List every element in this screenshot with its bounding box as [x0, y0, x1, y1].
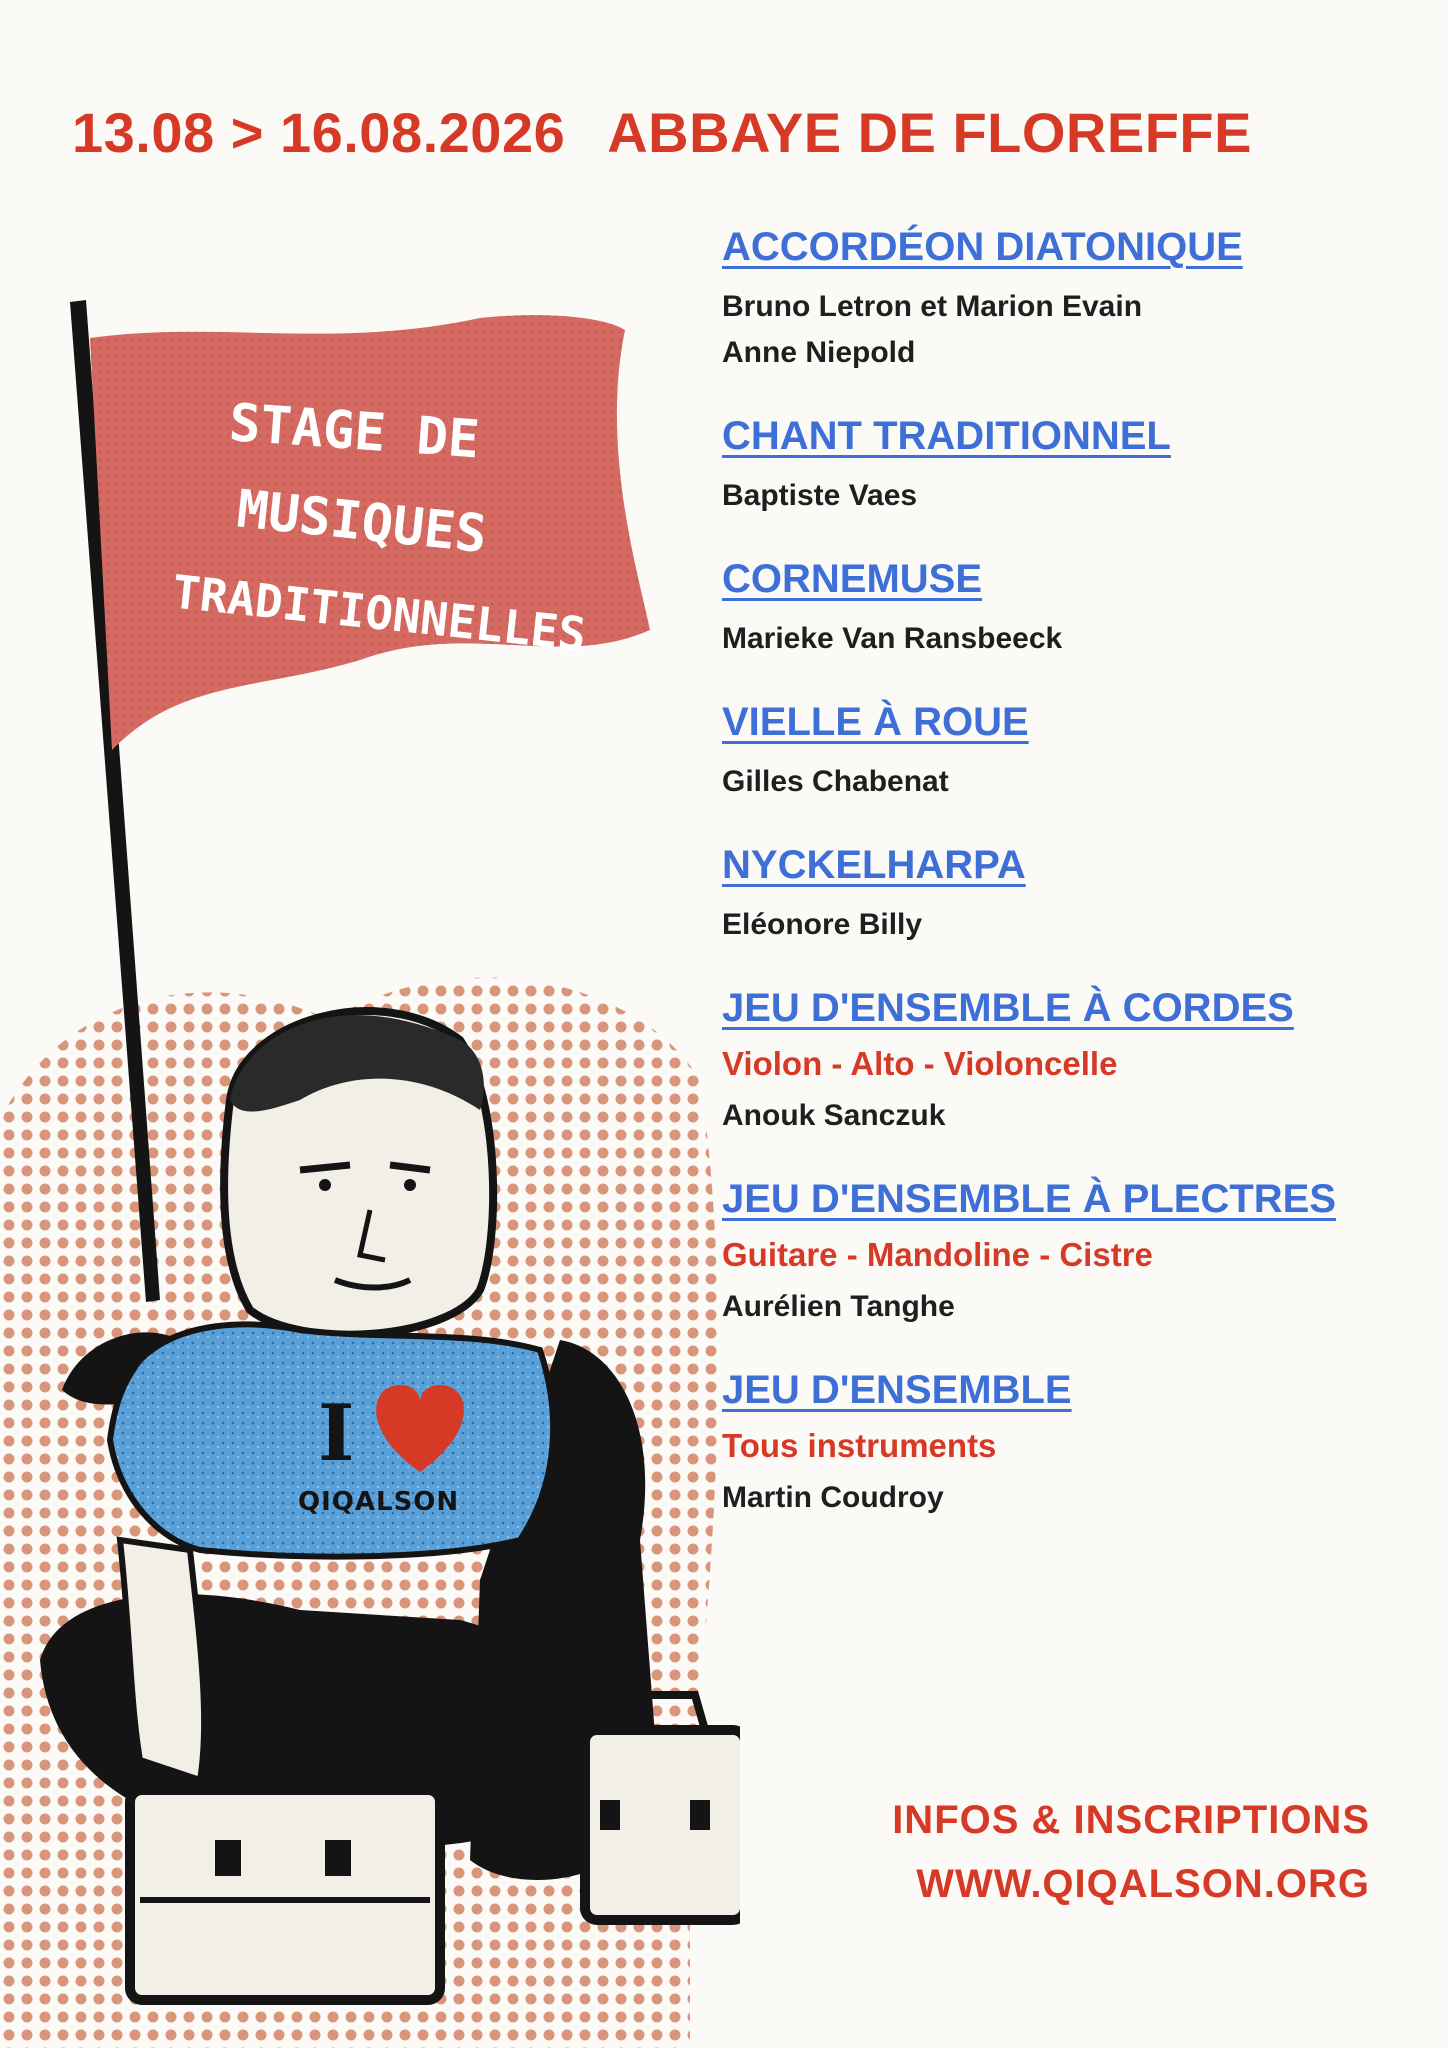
course-teacher: Anouk Sanczuk: [722, 1099, 946, 1132]
flag-line-1: STAGE DE: [227, 393, 482, 471]
course-title[interactable]: JEU D'ENSEMBLE: [722, 1368, 1072, 1412]
info-footer: [892, 1788, 1370, 1916]
course-title[interactable]: ACCORDÉON DIATONIQUE: [722, 225, 1243, 269]
course-title[interactable]: JEU D'ENSEMBLE À CORDES: [722, 986, 1294, 1030]
event-dates: 13.08 > 16.08.2026: [72, 101, 566, 164]
course-teacher: Eléonore Billy: [722, 908, 923, 941]
shirt-letter: I: [318, 1388, 355, 1479]
event-header: [72, 100, 1392, 165]
website-link[interactable]: WWW.QIQALSON.ORG: [916, 1862, 1370, 1906]
course-subtitle: Violon - Alto - Violoncelle: [722, 1045, 1118, 1082]
course-item: [722, 700, 1422, 805]
course-title[interactable]: NYCKELHARPA: [722, 843, 1026, 887]
course-item: [722, 225, 1422, 376]
info-label: INFOS & INSCRIPTIONS: [892, 1798, 1370, 1842]
course-item: [722, 1177, 1422, 1330]
shirt-brand: QIQALSON: [298, 1487, 460, 1517]
course-title[interactable]: CHANT TRADITIONNEL: [722, 414, 1171, 458]
course-teacher: Martin Coudroy: [722, 1481, 944, 1514]
event-venue: ABBAYE DE FLOREFFE: [607, 101, 1252, 164]
course-title[interactable]: JEU D'ENSEMBLE À PLECTRES: [722, 1177, 1337, 1221]
course-item: [722, 1368, 1422, 1521]
course-subtitle: Guitare - Mandoline - Cistre: [722, 1236, 1153, 1273]
course-subtitle: Tous instruments: [722, 1427, 997, 1464]
course-item: [722, 986, 1422, 1139]
course-teacher: Gilles Chabenat: [722, 765, 949, 798]
illustration: [0, 280, 740, 2048]
course-list: [722, 225, 1422, 1559]
suitcase-left: [130, 1750, 440, 2000]
course-title[interactable]: CORNEMUSE: [722, 557, 983, 601]
course-teacher: Anne Niepold: [722, 336, 916, 369]
course-item: [722, 414, 1422, 519]
course-teacher: Baptiste Vaes: [722, 479, 918, 512]
suitcase-right: [585, 1695, 740, 1920]
course-title[interactable]: VIELLE À ROUE: [722, 700, 1029, 744]
course-item: [722, 557, 1422, 662]
flag-line-3: TRADITIONNELLES: [169, 564, 589, 662]
course-teacher: Marieke Van Ransbeeck: [722, 622, 1063, 655]
course-teacher: Bruno Letron et Marion Evain: [722, 290, 1143, 323]
course-teacher: Aurélien Tanghe: [722, 1290, 955, 1323]
flag-line-2: MUSIQUES: [234, 479, 490, 566]
course-item: [722, 843, 1422, 948]
